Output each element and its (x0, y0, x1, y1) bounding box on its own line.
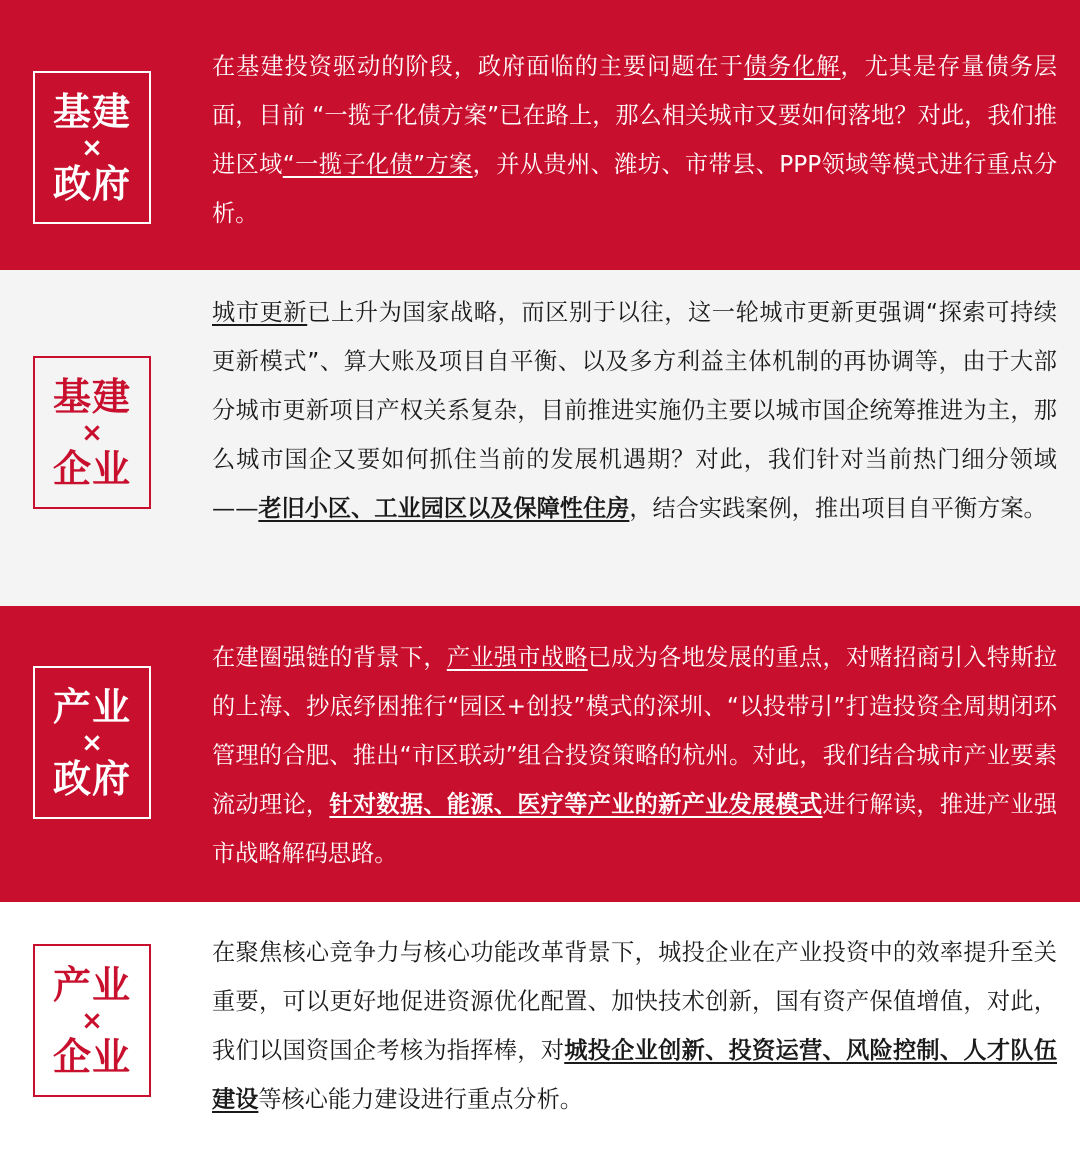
badge-top-text: 基建 (52, 89, 131, 134)
badge-bottom-text: 政府 (52, 756, 131, 801)
badge-infra-enterprise (33, 356, 151, 509)
section-industry-enterprise (0, 902, 1080, 1149)
badge-bottom-text: 政府 (52, 161, 131, 206)
text-run: 在建圈强链的背景下， (212, 644, 447, 671)
text-run: 在基建投资驱动的阶段，政府面临的主要问题在于 (212, 53, 744, 80)
section-infra-government (0, 0, 1080, 270)
highlight-industrial-strategy: 产业强市战略 (446, 644, 588, 671)
paragraph-industry-government (212, 633, 1057, 878)
text-run: ，结合实践案例，推出项目自平衡方案。 (629, 495, 1047, 522)
text-run: 进行解读，推进产业强市战略解码思路。 (212, 791, 1058, 867)
badge-times-sign: × (81, 132, 103, 163)
text-run: 已成为各地发展的重点，对赌招商引入特斯拉的上海、抄底纾困推行“园区+创投”模式的深圳、“以投带引”打造投资全周期闭环管理的合肥、推出“市区联动”组合投资策略的杭州。对此，我们结合城市产业要素流动理论， (212, 644, 1058, 818)
badge-top-text: 产业 (52, 684, 131, 729)
paragraph-infra-government (212, 42, 1057, 238)
text-run: ，尤其是存量债务层面，目前 “一揽子化债方案”已在路上，那么相关城市又要如何落地？对此，我们推进区域 (212, 53, 1058, 178)
text-run: ，并从贵州、潍坊、市带县、PPP领域等模式进行重点分析。 (212, 151, 1058, 227)
section-infra-enterprise (0, 270, 1080, 606)
badge-industry-enterprise (33, 944, 151, 1097)
paragraph-industry-enterprise (212, 928, 1057, 1124)
text-run: 在聚焦核心竞争力与核心功能改革背景下，城投企业在产业投资中的效率提升至关重要，可以更好地促进资源优化配置、加快技术创新，国有资产保值增值，对此，我们以国资国企考核为指挥棒，对 (212, 939, 1057, 1064)
highlight-new-industry-models: 针对数据、能源、医疗等产业的新产业发展模式 (329, 791, 823, 818)
badge-industry-government (33, 666, 151, 819)
highlight-debt-resolution: 债务化解 (743, 53, 841, 80)
text-run: 等核心能力建设进行重点分析。 (258, 1086, 583, 1113)
highlight-hot-fields: 老旧小区、工业园区以及保障性住房 (258, 495, 630, 522)
badge-times-sign: × (81, 1005, 103, 1036)
badge-top-text: 基建 (52, 374, 131, 419)
badge-infra-government (33, 71, 151, 224)
highlight-debt-plan: “一揽子化债”方案 (282, 151, 473, 178)
section-industry-government (0, 606, 1080, 902)
paragraph-infra-enterprise (212, 288, 1057, 533)
highlight-urban-renewal: 城市更新 (212, 299, 308, 326)
text-run: 已上升为国家战略，而区别于以往，这一轮城市更新更强调“探索可持续更新模式”、算大账及项目自平衡、以及多方利益主体机制的再协调等，由于大部分城市更新项目产权关系复杂，目前推进实施仍主要以城市国企统筹推进为主，那么城市国企又要如何抓住当前的发展机遇期？对此，我们针对当前热门细分领域—— (212, 299, 1057, 522)
badge-top-text: 产业 (52, 962, 131, 1007)
badge-times-sign: × (81, 727, 103, 758)
badge-times-sign: × (81, 417, 103, 448)
badge-bottom-text: 企业 (52, 1034, 131, 1079)
badge-bottom-text: 企业 (52, 446, 131, 491)
highlight-core-capabilities: 城投企业创新、投资运营、风险控制、人才队伍建设 (212, 1037, 1058, 1113)
